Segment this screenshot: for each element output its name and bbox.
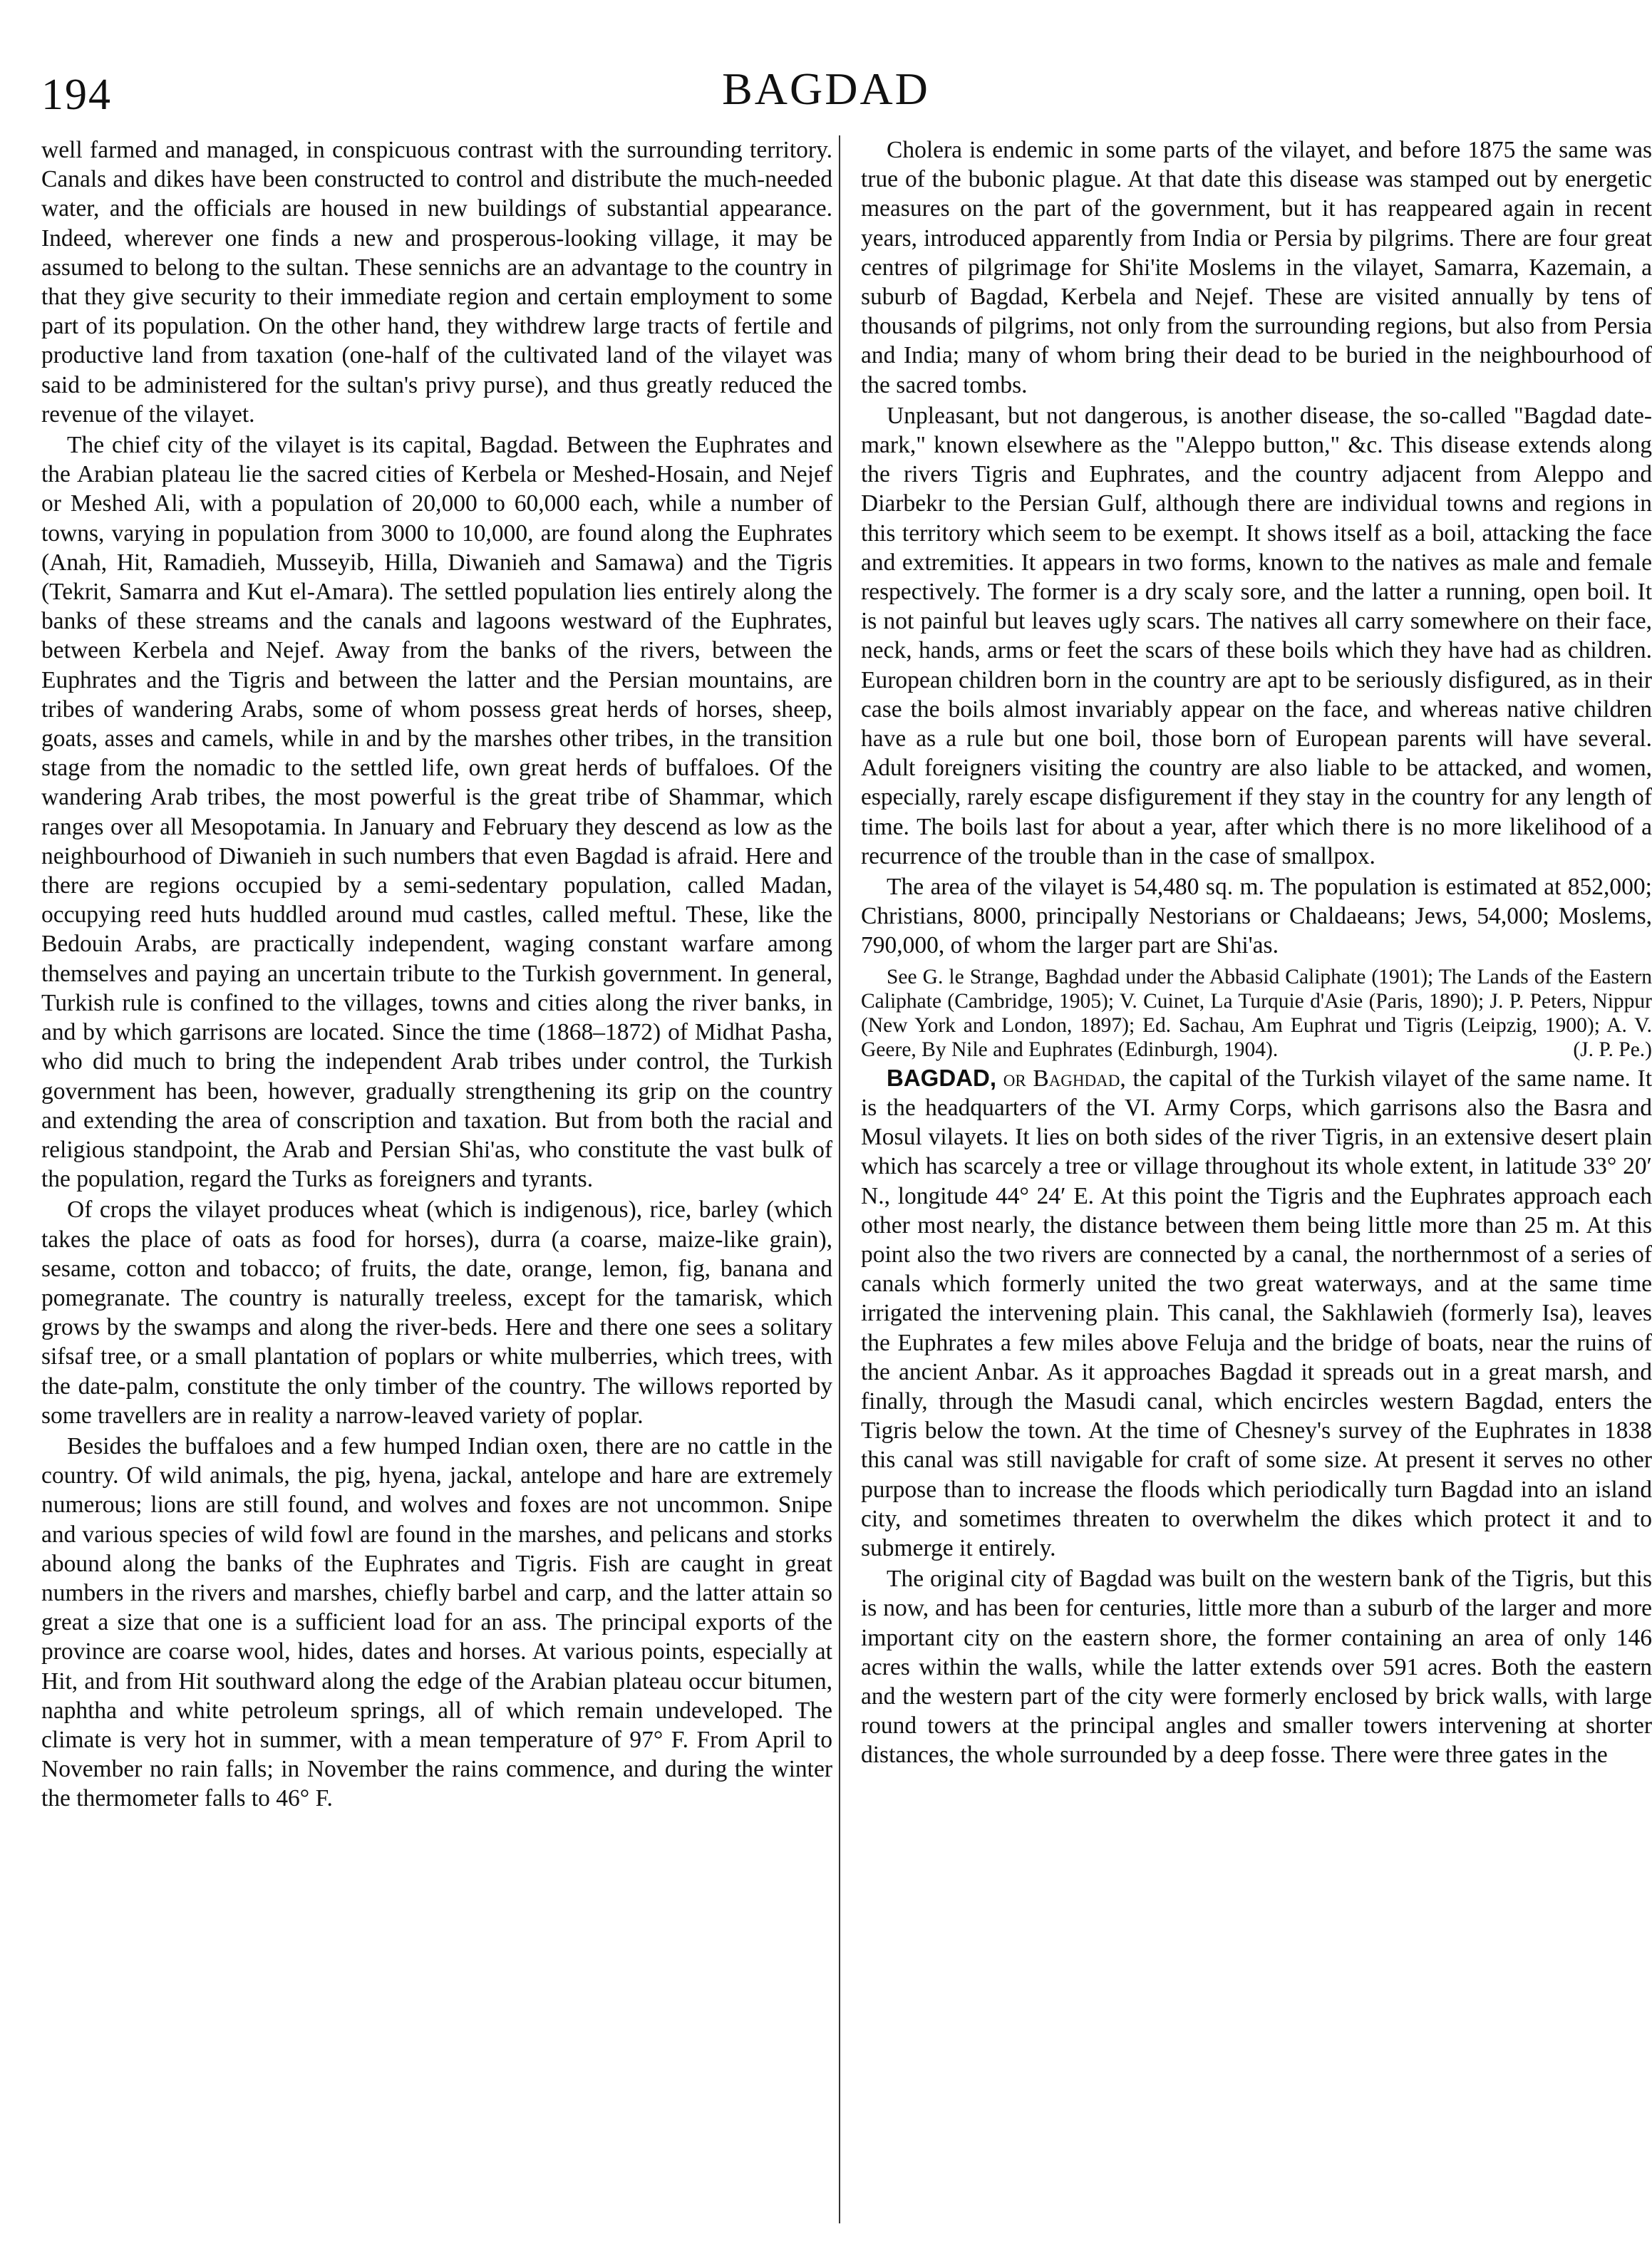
entry-text: the capital of the Turkish vilayet of the same name. It is the headquarters of the VI. Army Corps, which garrisons also the Basra and Mosul vilayets. It lies on both sides of the river Tigris, in an extensive desert plain which has scarcely a tree or village throughout its whole extent, in latitude 33° 20′ N., longitude 44° 24′ E. At this point the Tigris and the Euphrates approach each other most nearly, the distance between them being little more than 25 m. At this point also the two rivers are connected by a canal, the northernmost of a series of canals which formerly united the two great waterways, and at the same time irrigated the intervening plain. This canal, the Sakhlawieh (formerly Isa), leaves the Euphrates a few miles above Feluja and the bridge of boats, near the ruins of the ancient Anbar. As it approaches Bagdad it spreads out in a great marsh, and finally, through the Masudi canal, which encircles western Bagdad, enters the Tigris below the town. At the time of Chesney's survey of the Euphrates in 1838 this canal was still navigable for craft of some size. At present it serves no other purpose than to increase the floods which periodically turn Bagdad into an island city, and sometimes threaten to overwhelm the dikes which protect it and to submerge it entirely. bbox=[861, 1065, 1652, 1561]
right-paragraph-5: The original city of Bagdad was built on the western bank of the Tigris, but this is now, and has been for centuries, little more than a suburb of the larger and more important city on the eastern shore, the former containing an area of only 146 acres within the walls, while the latter extends over 591 acres. Both the eastern and the western part of the city were formerly enclosed by brick walls, with large round towers at the principal angles and smaller towers intervening at shorter distances, the whole surrounded by a deep fosse. There were three gates in the bbox=[861, 1566, 1652, 1769]
left-paragraph-1: well farmed and managed, in conspicuous contrast with the surrounding territory. Canals and dikes have been constructed to control and distribute the much-needed water, and the officials are housed in new buildings of substantial appearance. Indeed, wherever one finds a new and prosperous-looking village, it may be assumed to belong to the sultan. These sennichs are an advantage to the country in that they give security to their immediate region and certain employment to some part of its population. On the other hand, they withdrew large tracts of fertile and productive land from taxation (one-half of the cultivated land of the vilayet was said to be administered for the sultan's privy purse), and thus greatly reduced the revenue of the vilayet. bbox=[41, 137, 832, 428]
right-paragraph-3: The area of the vilayet is 54,480 sq. m. The population is estimated at 852,000; Christians, 8000, principally Nestorians or Chaldaeans; Jews, 54,000; Moslems, 790,000, of whom the larger part are Shi'as. bbox=[861, 874, 1652, 959]
right-column bbox=[861, 135, 1652, 1770]
entry-headword: BAGDAD, bbox=[887, 1064, 996, 1091]
page-title: BAGDAD bbox=[722, 63, 930, 114]
right-paragraph-1: Cholera is endemic in some parts of the vilayet, and before 1875 the same was true of the bubonic plague. At that date this disease was stamped out by energetic measures on the part of the government, but it has reappeared again in recent years, introduced apparently from India or Persia by pilgrims. There are four great centres of pilgrimage for Shi'ite Moslems in the vilayet, Samarra, Kazemain, a suburb of Bagdad, Kerbela and Nejef. These are visited annually by tens of thousands of pilgrims, not only from the surrounding regions, but also from Persia and India; many of whom bring their dead to be buried in the neighbourhood of the sacred tombs. bbox=[861, 137, 1652, 398]
left-paragraph-4: Besides the buffaloes and a few humped Indian oxen, there are no cattle in the country. Of wild animals, the pig, hyena, jackal, antelope and hare are extremely numerous; lions are still found, and wolves and foxes are not uncommon. Snipe and various species of wild fowl are found in the marshes, and pelicans and storks abound along the banks of the Euphrates and Tigris. Fish are caught in great numbers in the rivers and marshes, chiefly barbel and carp, and the latter attain so great a size that one is a sufficient load for an ass. The principal exports of the province are coarse wool, hides, dates and horses. At various points, especially at Hit, and from Hit southward along the edge of the Arabian plateau occur bitumen, naphtha and white petroleum springs, all of which remain undeveloped. The climate is very hot in summer, with a mean temperature of 97° F. From April to November no rain falls; in November the rains commence, and during the winter the thermometer falls to 46° F. bbox=[41, 1432, 832, 1812]
column-divider bbox=[839, 135, 840, 2223]
author-signature: (J. P. Pe.) bbox=[1573, 1038, 1652, 1061]
page-number: 194 bbox=[41, 71, 112, 119]
entry-bagdad bbox=[861, 1063, 1652, 1563]
right-paragraph-2: Unpleasant, but not dangerous, is another disease, the so-called "Bagdad date-mark," known elsewhere as the "Aleppo button," &c. This disease extends along the rivers Tigris and Euphrates, and the country adjacent from Aleppo and Diarbekr to the Persian Gulf, although there are individual towns and regions in this territory which seem to be exempt. It shows itself as a boil, attacking the face and extremities. It appears in two forms, known to the natives as male and female respectively. The former is a dry scaly sore, and the latter a running, open boil. It is not painful but leaves ugly scars. The natives all carry somewhere on their face, neck, hands, arms or feet the scars of these boils which they have had as children. European children born in the country are apt to be seriously disfigured, as in their case the boils almost invariably appear on the face, and whereas native children have as a rule but one boil, those born of European parents will have several. Adult foreigners visiting the country are also liable to be attacked, and women, especially, rarely escape disfigurement if they stay in the country for any length of time. The boils last for about a year, after which there is no more likelihood of a recurrence of the trouble than in the case of smallpox. bbox=[861, 402, 1652, 869]
bibliography-text: See G. le Strange, Baghdad under the Abbasid Caliphate (1901); The Lands of the Eastern Caliphate (Cambridge, 1905); V. Cuinet, La Turquie d'Asie (Paris, 1890); J. P. Peters, Nippur (New York and London, 1897); Ed. Sachau, Am Euphrat und Tigris (Leipzig, 1900); A. V. Geere, By Nile and Euphrates (Edinburgh, 1904). bbox=[861, 965, 1652, 1061]
bibliography-note bbox=[861, 965, 1652, 1062]
entry-alternate-name: or Baghdad, bbox=[1003, 1065, 1126, 1092]
left-column bbox=[41, 135, 832, 1814]
left-paragraph-2: The chief city of the vilayet is its capital, Bagdad. Between the Euphrates and the Arabian plateau lie the sacred cities of Kerbela or Meshed-Hosain, and Nejef or Meshed Ali, with a population of 20,000 to 60,000 each, while a number of towns, varying in population from 3000 to 10,000, are found along the Euphrates (Anah, Hit, Ramadieh, Musseyib, Hilla, Diwanieh and Samawa) and the Tigris (Tekrit, Samarra and Kut el-Amara). The settled population lies entirely along the banks of these streams and the canals and lagoons westward of the Euphrates, between Kerbela and Nejef. Away from the banks of the rivers, between the Euphrates and the Tigris and between the latter and the Persian mountains, are tribes of wandering Arabs, some of whom possess great herds of horses, sheep, goats, asses and camels, while in and by the marshes other tribes, in the transition stage from the nomadic to the settled life, own great herds of buffaloes. Of the wandering Arab tribes, the most powerful is the great tribe of Shammar, which ranges over all Mesopotamia. In January and February they descend as low as the neighbourhood of Diwanieh in such numbers that even Bagdad is afraid. Here and there are regions occupied by a semi-sedentary population, called Madan, occupying reed huts huddled around mud castles, called meftul. These, like the Bedouin Arabs, are practically independent, waging constant warfare among themselves and paying an uncertain tribute to the Turkish government. In general, Turkish rule is confined to the villages, towns and cities along the river banks, in and by which garrisons are located. Since the time (1868–1872) of Midhat Pasha, who did much to bring the independent Arab tribes under control, the Turkish government has been, however, gradually strengthening its grip on the country and extending the area of conscription and taxation. But from both the racial and religious standpoint, the Arab and Persian Shi'as, who constitute the vast bulk of the population, regard the Turks as foreigners and tyrants. bbox=[41, 432, 832, 1193]
left-paragraph-3: Of crops the vilayet produces wheat (which is indigenous), rice, barley (which takes the place of oats as food for horses), durra (a coarse, maize-like grain), sesame, cotton and tobacco; of fruits, the date, orange, lemon, fig, banana and pomegranate. The country is naturally treeless, except for the tamarisk, which grows by the swamps and along the river-beds. Here and there one sees a solitary sifsaf tree, or a small plantation of poplars or white mulberries, which trees, with the date-palm, constitute the only timber of the country. The willows reported by some travellers are in reality a narrow-leaved variety of poplar. bbox=[41, 1196, 832, 1429]
